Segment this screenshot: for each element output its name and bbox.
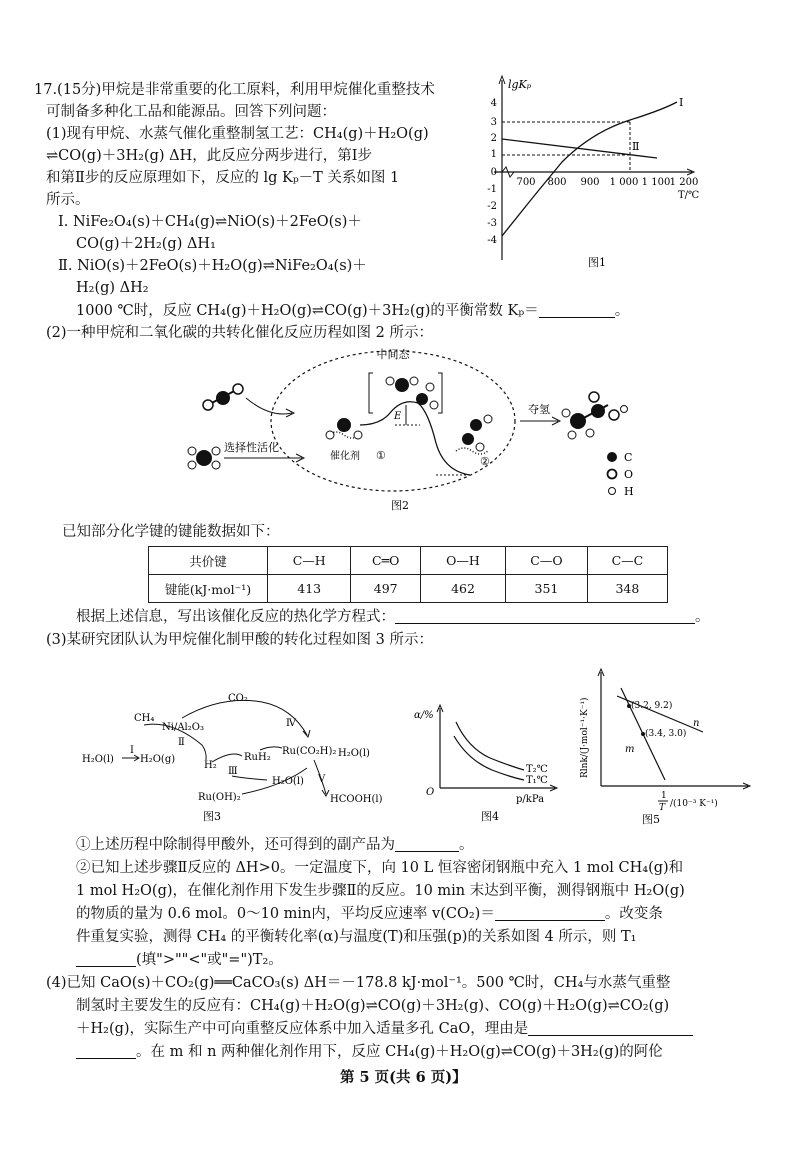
part3-q1 bbox=[76, 835, 474, 855]
fig1-xtick: 800 bbox=[547, 177, 567, 188]
part1-line4: 所示。 bbox=[46, 192, 90, 208]
fig2-legend-h: H bbox=[624, 485, 634, 498]
product-molecule bbox=[562, 392, 628, 439]
fig2-activation-label: 选择性活化 bbox=[224, 441, 279, 454]
fig1-xtick: 1 200 bbox=[669, 177, 699, 188]
table-header-cell: 共价键 bbox=[149, 547, 268, 575]
table-cell: 348 bbox=[587, 575, 667, 603]
fig2-energy-label: E bbox=[394, 411, 402, 422]
fig3-catalyst: Ni/Al₂O₃ bbox=[162, 722, 204, 733]
fig5-xlabel-den: T bbox=[659, 803, 666, 813]
figure-3-cycle bbox=[82, 690, 392, 825]
fig2-legend-o: O bbox=[624, 468, 634, 481]
fig2-caption: 图2 bbox=[391, 499, 409, 512]
table-header-cell: C—O bbox=[506, 547, 588, 575]
part3-q2-line3 bbox=[76, 904, 663, 924]
fig1-xtick: 1 100 bbox=[641, 177, 671, 188]
fig1-xtick: 1 000 bbox=[609, 177, 639, 188]
part1-question-end: 。 bbox=[614, 303, 630, 319]
table-cell: 462 bbox=[420, 575, 505, 603]
co2-molecule bbox=[203, 384, 243, 410]
table-row bbox=[149, 575, 668, 603]
part3-q2-line5 bbox=[76, 950, 283, 970]
part3-q1-text: ①上述历程中除制得甲酸外，还可得到的副产品为 bbox=[76, 837, 395, 853]
part3-q2-line3-end: 。改变条 bbox=[604, 906, 663, 922]
fig3-ruoh2: Ru(OH)₂ bbox=[198, 792, 241, 803]
fig1-xlabel: T/℃ bbox=[678, 190, 700, 201]
part4-line1: (4)已知 CaO(s)＋CO₂(g)══CaCO₃(s) ΔH＝－178.8 kJ·mol⁻¹。500 ℃时，CH₄与水蒸气重整 bbox=[46, 975, 671, 991]
table-row bbox=[149, 547, 668, 575]
reaction2-line1: Ⅱ. NiO(s)＋2FeO(s)＋H₂O(g)⇌NiFe₂O₄(s)＋ bbox=[58, 258, 367, 274]
page-footer: 第 5 页(共 6 页)】 bbox=[340, 1069, 467, 1086]
part4-line4 bbox=[76, 1042, 663, 1062]
fig1-ylabel: lgKₚ bbox=[508, 78, 532, 91]
fig4-t2-label: T₂℃ bbox=[526, 764, 548, 775]
bond-intro: 已知部分化学键的键能数据如下： bbox=[62, 524, 280, 540]
fig5-line-m-label: m bbox=[625, 744, 635, 755]
fig4-caption: 图4 bbox=[481, 810, 499, 823]
fig3-h2o-liquid-3: H₂O(l) bbox=[272, 776, 304, 787]
part4-line4-text: 。在 m 和 n 两种催化剂作用下，反应 CH₄(g)＋H₂O(g)⇌CO(g)＋3H₂(g)的阿伦 bbox=[136, 1044, 663, 1060]
fig5-xlabel-num: 1 bbox=[661, 791, 667, 801]
fig1-line-I-label: Ⅰ bbox=[679, 96, 684, 109]
part3-q2-line5-text: (填">""<"或"=")T₂。 bbox=[136, 952, 283, 968]
fig2-legend-c: C bbox=[624, 451, 633, 464]
table-header-cell: C═O bbox=[351, 547, 421, 575]
bond-energy-table bbox=[148, 546, 668, 603]
answer-blank-thermo-equation[interactable] bbox=[395, 608, 695, 624]
figure-2-diagram bbox=[180, 343, 660, 513]
part3-q2-line4: 件重复实验，测得 CH₄ 的平衡转化率(α)与温度(T)和压强(p)的关系如图 4 所示，则 T₁ bbox=[76, 929, 637, 945]
fig1-xtick: 700 bbox=[516, 177, 536, 188]
question-header-2: 可制备多种化工品和能源品。回答下列问题： bbox=[46, 104, 336, 120]
reaction2-line2: H₂(g) ΔH₂ bbox=[76, 280, 149, 296]
question-header: 17.(15分)甲烷是非常重要的化工原料，利用甲烷催化重整技术 bbox=[34, 82, 435, 98]
fig4-curve-t2 bbox=[456, 722, 524, 770]
legend-hydrogen-icon bbox=[609, 488, 616, 495]
table-cell: 351 bbox=[506, 575, 588, 603]
fig5-point-1: (3.2, 9.2) bbox=[631, 701, 673, 711]
fig3-step-4: Ⅳ bbox=[286, 718, 296, 729]
part1-question-text: 1000 ℃时，反应 CH₄(g)＋H₂O(g)⇌CO(g)＋3H₂(g)的平衡常数 Kₚ＝ bbox=[76, 303, 539, 319]
fig3-ruco2h2: Ru(CO₂H)₂ bbox=[282, 746, 337, 757]
table-header-cell: C—H bbox=[268, 547, 351, 575]
table-cell: 497 bbox=[351, 575, 421, 603]
answer-blank-kp[interactable] bbox=[539, 302, 615, 318]
ch4-molecule bbox=[188, 447, 220, 469]
fig3-h2: H₂ bbox=[204, 760, 217, 771]
fig2-step1: ① bbox=[376, 449, 386, 462]
fig1-ytick: -1 bbox=[487, 184, 497, 195]
reaction1-line1: Ⅰ. NiFe₂O₄(s)＋CH₄(g)⇌NiO(s)＋2FeO(s)＋ bbox=[58, 214, 362, 230]
answer-blank-compare[interactable] bbox=[76, 951, 136, 967]
fig3-h2o-liquid-2: H₂O(l) bbox=[338, 748, 370, 759]
fig5-point-2: (3.4, 3.0) bbox=[645, 729, 687, 739]
reaction1-line2: CO(g)＋2H₂(g) ΔH₁ bbox=[76, 236, 216, 252]
part3-q2-line1: ②已知上述步骤Ⅱ反应的 ΔH>0。一定温度下，向 10 L 恒容密闭钢瓶中充入 1 mol CH₄(g)和 bbox=[76, 860, 684, 876]
fig3-step-3: Ⅲ bbox=[228, 766, 238, 777]
answer-blank-rate[interactable] bbox=[495, 905, 605, 921]
fig1-ytick: 2 bbox=[490, 133, 497, 144]
fig3-step-5: Ⅴ bbox=[318, 774, 326, 785]
fig1-ytick: 1 bbox=[490, 149, 497, 160]
part1-question bbox=[76, 301, 629, 321]
fig2-catalyst-label: 催化剂 bbox=[330, 451, 360, 462]
part1-line2: ⇌CO(g)＋3H₂(g) ΔH，此反应分两步进行，第Ⅰ步 bbox=[46, 148, 372, 164]
fig1-ytick: 4 bbox=[490, 98, 497, 109]
figure-1-chart bbox=[472, 70, 702, 270]
part3-q2-line3-text: 的物质的量为 0.6 mol。0～10 min内，平均反应速率 v(CO₂)＝ bbox=[76, 906, 495, 922]
part2-question-text: 根据上述信息，写出该催化反应的热化学方程式： bbox=[76, 609, 395, 625]
fig1-xtick: 900 bbox=[580, 177, 600, 188]
fig5-ylabel: Rlnk/(J·mol⁻¹·K⁻¹) bbox=[580, 697, 590, 778]
part4-line3 bbox=[76, 1019, 693, 1039]
fig1-ytick: -2 bbox=[487, 201, 497, 212]
fig2-step2: ② bbox=[480, 455, 490, 468]
part2-title: (2)一种甲烷和二氧化碳的共转化催化反应历程如图 2 所示： bbox=[46, 325, 433, 341]
table-header-cell: C—C bbox=[587, 547, 667, 575]
part3-q1-end: 。 bbox=[459, 837, 474, 853]
figure-4-chart bbox=[410, 700, 560, 825]
answer-blank-byproduct[interactable] bbox=[395, 836, 459, 852]
fig3-h2o-liquid: H₂O(l) bbox=[82, 754, 114, 765]
table-cell: 413 bbox=[268, 575, 351, 603]
fig2-hydrogen-grab-label: 夺氢 bbox=[528, 403, 550, 416]
table-row-label: 键能(kJ·mol⁻¹) bbox=[149, 575, 268, 603]
answer-blank-reason-cont[interactable] bbox=[76, 1043, 136, 1059]
part4-line2: 制氢时主要发生的反应有：CH₄(g)＋H₂O(g)⇌CO(g)＋3H₂(g)、CO(g)＋H₂O(g)⇌CO₂(g) bbox=[76, 998, 670, 1014]
fig4-origin: O bbox=[426, 787, 435, 798]
fig3-co2: CO₂ bbox=[228, 693, 248, 704]
fig1-ytick: -4 bbox=[487, 235, 497, 246]
figure-5-chart bbox=[573, 668, 753, 825]
table-header-cell: O—H bbox=[420, 547, 505, 575]
fig3-ch4: CH₄ bbox=[134, 713, 155, 724]
part3-title: (3)某研究团队认为甲烷催化制甲酸的转化过程如图 3 所示： bbox=[46, 632, 433, 648]
fig1-line-II-label: Ⅱ bbox=[632, 140, 640, 153]
fig4-ylabel: α/% bbox=[414, 710, 434, 721]
part1-line3: 和第Ⅱ步的反应原理如下，反应的 lg Kₚ－T 关系如图 1 bbox=[46, 170, 400, 186]
legend-oxygen-icon bbox=[608, 470, 617, 479]
part1-line1: (1)现有甲烷、水蒸气催化重整制氢工艺：CH₄(g)＋H₂O(g) bbox=[46, 126, 429, 142]
part2-question bbox=[76, 607, 710, 627]
part3-q2-line2: 1 mol H₂O(g)，在催化剂作用下发生步骤Ⅱ的反应。10 min 末达到平衡，测得钢瓶中 H₂O(g) bbox=[76, 883, 685, 899]
fig5-caption: 图5 bbox=[642, 813, 660, 825]
fig4-t1-label: T₁℃ bbox=[526, 775, 548, 786]
fig5-line-n-label: n bbox=[693, 718, 700, 729]
fig3-h2o-gas: H₂O(g) bbox=[140, 754, 176, 765]
fig4-xlabel: p/kPa bbox=[516, 794, 545, 805]
fig1-ytick: 3 bbox=[490, 117, 497, 128]
legend-carbon-icon bbox=[607, 452, 617, 462]
fig5-xlabel-unit: /(10⁻³ K⁻¹) bbox=[670, 799, 718, 809]
part4-line3-text: ＋H₂(g)，实际生产中可向重整反应体系中加入适量多孔 CaO，理由是 bbox=[76, 1021, 529, 1037]
fig3-ruh2: RuH₂ bbox=[244, 752, 271, 763]
fig3-caption: 图3 bbox=[203, 810, 221, 823]
fig3-step-1: Ⅰ bbox=[130, 745, 134, 756]
fig1-caption: 图1 bbox=[588, 256, 606, 269]
fig1-ytick: 0 bbox=[490, 167, 497, 178]
fig1-ytick: -3 bbox=[487, 218, 497, 229]
fig2-intermediate-label: 中间态 bbox=[376, 348, 410, 361]
fig3-hcooh: HCOOH(l) bbox=[330, 794, 383, 805]
answer-blank-reason[interactable] bbox=[528, 1020, 693, 1036]
part2-question-end: 。 bbox=[695, 609, 710, 625]
fig3-step-2: Ⅱ bbox=[178, 737, 185, 748]
